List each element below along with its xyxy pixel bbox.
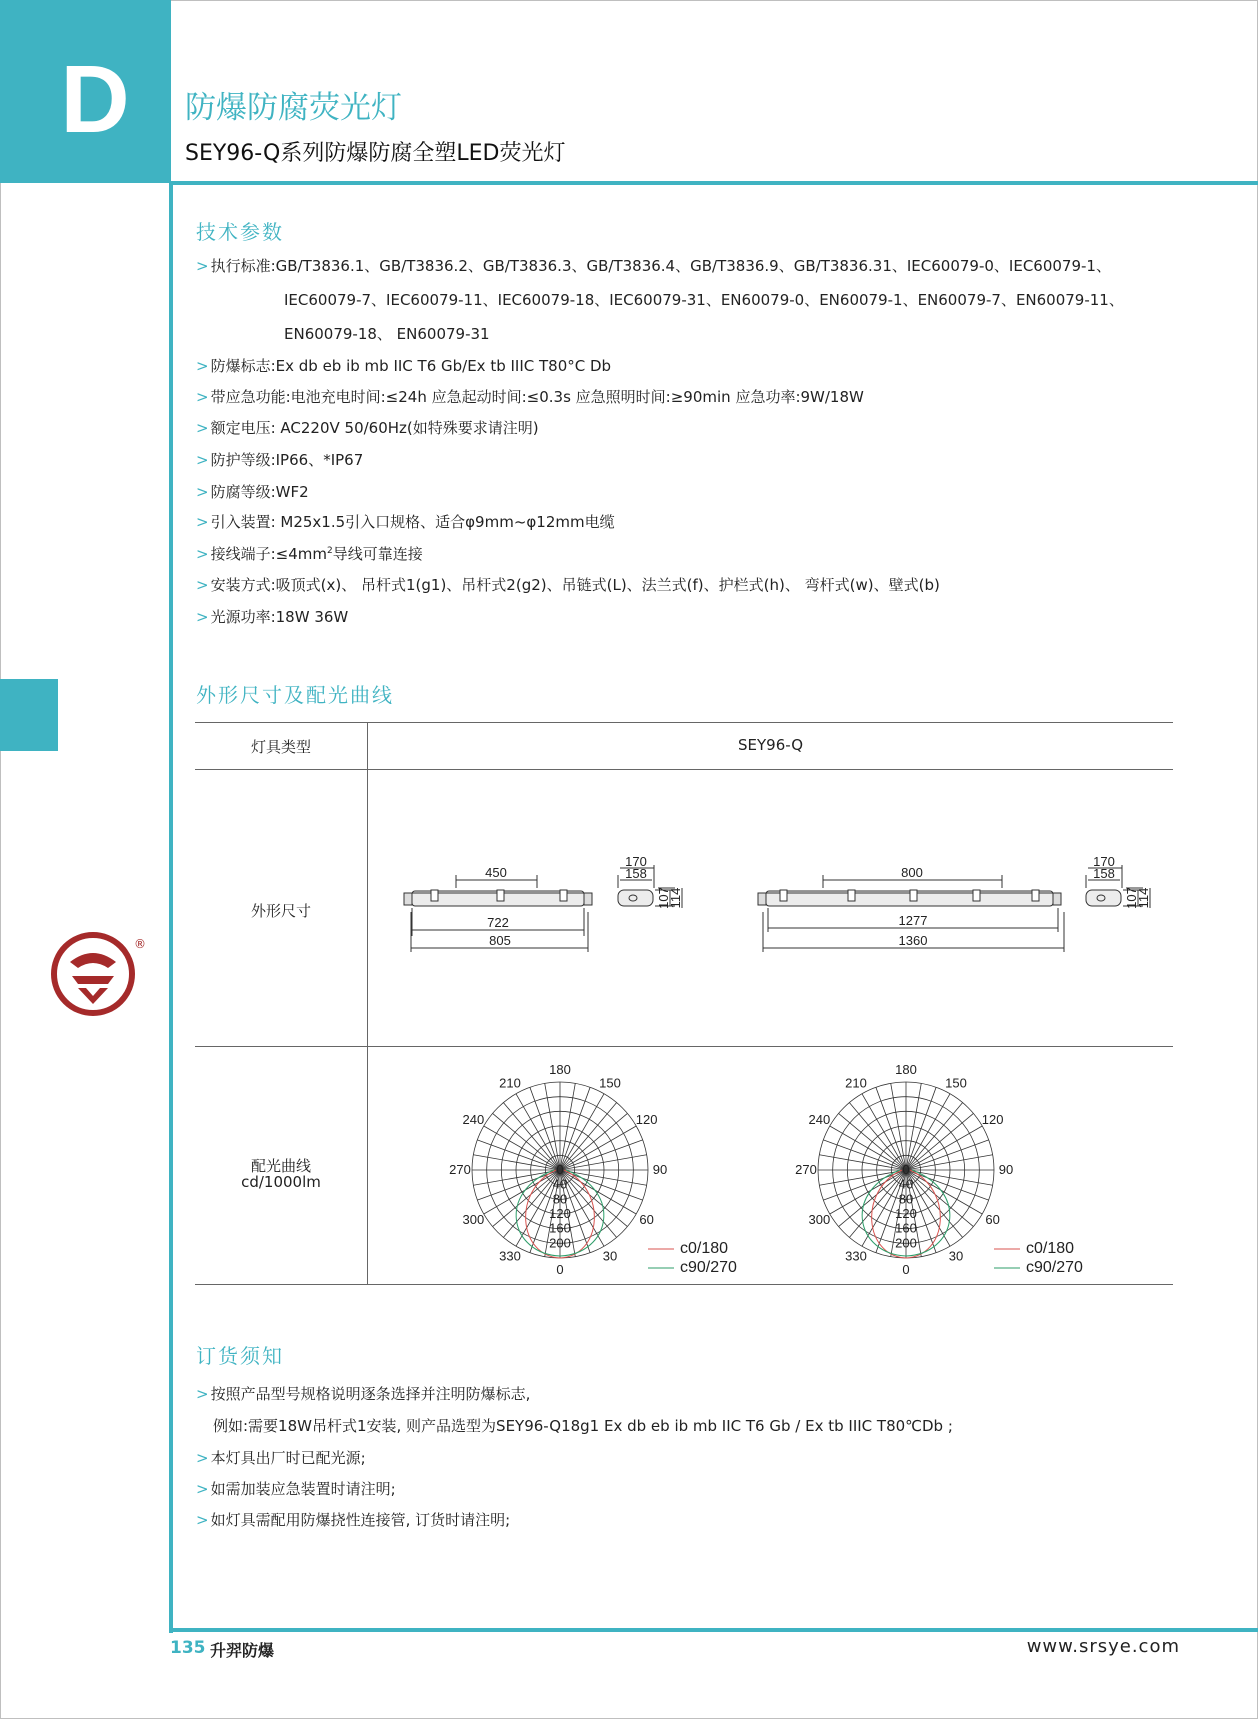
- dim-small-end-h2: 114: [668, 887, 683, 909]
- spec-standard: > 执行标准:GB/T3836.1、GB/T3836.2、GB/T3836.3、GB/T3836.4、GB/T3836.9、GB/T3836.31、IEC60079-0、IEC60079-1、: [196, 257, 1111, 275]
- polar-angle-label: 270: [449, 1162, 471, 1177]
- dim-small-top: 450: [485, 865, 507, 880]
- polar-angle-label: 300: [462, 1212, 485, 1227]
- polar-radial-label: 40: [552, 1176, 568, 1192]
- polar-angle-label: 60: [639, 1212, 654, 1227]
- polar-angle-label: 300: [808, 1212, 831, 1227]
- dimension-drawings: [370, 780, 1170, 960]
- polar-angle-label: 240: [462, 1112, 485, 1127]
- order-item-4: > 如灯具需配用防爆挠性连接管, 订货时请注明;: [196, 1511, 511, 1529]
- tech-heading: 技术参数: [196, 220, 284, 244]
- polar-angle-label: 150: [945, 1075, 967, 1091]
- page-number: 135: [170, 1638, 206, 1658]
- dim-small-end-w2: 158: [625, 866, 647, 881]
- polar-angle-label: 180: [895, 1062, 917, 1077]
- spec-voltage: > 额定电压: AC220V 50/60Hz(如特殊要求请注明): [196, 419, 539, 437]
- spec-ip: > 防护等级:IP66、*IP67: [196, 451, 364, 469]
- dim-large-end-h2: 114: [1136, 887, 1151, 909]
- polar-angle-label: 330: [845, 1248, 867, 1264]
- col-header-model: SEY96-Q: [737, 736, 804, 754]
- table-rule-bottom: [195, 1284, 1173, 1285]
- spec-standard-3: EN60079-18、 EN60079-31: [284, 325, 490, 343]
- section-letter: D: [60, 46, 130, 153]
- dim-small-inner: 722: [487, 915, 509, 930]
- spec-entry: > 引入装置: M25x1.5引入口规格、适合φ9mm~φ12mm电缆: [196, 513, 615, 531]
- polar-angle-label: 150: [599, 1075, 621, 1091]
- dim-large-outer: 1360: [898, 933, 928, 948]
- col-header-type: 灯具类型: [250, 738, 311, 756]
- left-rule: [169, 183, 173, 1633]
- polar-radial-label: 80: [898, 1191, 914, 1207]
- polar-angle-label: 30: [602, 1248, 618, 1264]
- polar-angle-label: 180: [549, 1062, 571, 1077]
- order-heading: 订货须知: [196, 1344, 284, 1368]
- footer-brand: 升羿防爆: [210, 1641, 275, 1660]
- polar-angle-label: 120: [635, 1112, 658, 1127]
- polar-angle-label: 90: [998, 1162, 1014, 1177]
- dim-small-end-w1: 170: [625, 854, 647, 869]
- polar-chart-2: [786, 1060, 1126, 1280]
- dim-large-end-h1: 107: [1124, 887, 1139, 909]
- legend-c0: c0/180: [680, 1240, 729, 1257]
- polar-radial-label: 200: [895, 1235, 917, 1251]
- spec-power: > 光源功率:18W 36W: [196, 608, 349, 626]
- footer-rule: [169, 1628, 1258, 1632]
- polar-radial-label: 160: [549, 1220, 571, 1236]
- row-label-curve: 配光曲线: [250, 1157, 311, 1175]
- page-subtitle: SEY96-Q系列防爆防腐全塑LED荧光灯: [185, 141, 566, 166]
- polar-angle-label: 210: [499, 1075, 521, 1091]
- polar-angle-label: 210: [845, 1075, 867, 1091]
- registered-mark: ®: [134, 937, 146, 951]
- polar-angle-label: 120: [981, 1112, 1004, 1127]
- legend-c90: c90/270: [680, 1259, 737, 1276]
- dim-large-end-w2: 158: [1093, 866, 1115, 881]
- footer-url: www.srsye.com: [1026, 1636, 1180, 1657]
- legend-c0: c0/180: [1026, 1240, 1075, 1257]
- polar-radial-label: 200: [549, 1235, 571, 1251]
- polar-angle-label: 30: [948, 1248, 964, 1264]
- table-col-divider: [367, 722, 368, 1284]
- polar-angle-label: 270: [795, 1162, 817, 1177]
- dim-large-top: 800: [901, 865, 923, 880]
- dims-heading: 外形尺寸及配光曲线: [196, 683, 394, 707]
- header-rule: [171, 181, 1258, 185]
- polar-radial-label: 120: [549, 1206, 571, 1221]
- side-tab: [0, 679, 58, 751]
- spec-standard-2: IEC60079-7、IEC60079-11、IEC60079-18、IEC60079-31、EN60079-0、EN60079-1、EN60079-7、EN60079-11、: [284, 291, 1124, 309]
- polar-angle-label: 90: [652, 1162, 668, 1177]
- spec-emergency: > 带应急功能:电池充电时间:≤24h 应急起动时间:≤0.3s 应急照明时间:≥90min 应急功率:9W/18W: [196, 388, 864, 406]
- polar-angle-label: 330: [499, 1248, 521, 1264]
- dim-large-inner: 1277: [898, 913, 928, 928]
- order-example: 例如:需要18W吊杆式1安装, 则产品选型为SEY96-Q18g1 Ex db eb ib mb IIC T6 Gb / Ex tb IIIC T80℃Db ;: [213, 1417, 953, 1435]
- polar-angle-label: 60: [985, 1212, 1000, 1227]
- polar-radial-label: 120: [895, 1206, 917, 1221]
- order-item-3: > 如需加装应急装置时请注明;: [196, 1480, 396, 1498]
- spec-mounting: > 安装方式:吸顶式(x)、 吊杆式1(g1)、吊杆式2(g2)、吊链式(L)、法兰式(f)、护栏式(h)、 弯杆式(w)、壁式(b): [196, 576, 940, 594]
- polar-angle-label: 0: [902, 1262, 910, 1277]
- spec-anticorrosion: > 防腐等级:WF2: [196, 483, 309, 501]
- legend-c90: c90/270: [1026, 1259, 1083, 1276]
- polar-radial-label: 0: [556, 1162, 564, 1177]
- order-item-2: > 本灯具出厂时已配光源;: [196, 1449, 366, 1467]
- polar-radial-label: 0: [902, 1162, 910, 1177]
- spec-terminal: > 接线端子$:\le 4mm^2$导线可靠连接: [196, 545, 423, 563]
- page-title: 防爆防腐荧光灯: [185, 90, 402, 126]
- polar-angle-label: 0: [556, 1262, 564, 1277]
- polar-chart-1: [440, 1060, 780, 1280]
- polar-radial-label: 80: [552, 1191, 568, 1207]
- table-rule-top: [195, 722, 1173, 723]
- brand-logo: [48, 932, 148, 1022]
- dim-small-end-h1: 107: [656, 887, 671, 909]
- dim-large-end-w1: 170: [1093, 854, 1115, 869]
- spec-ex-mark: > 防爆标志:Ex db eb ib mb IIC T6 Gb/Ex tb IIIC T80°C Db: [196, 357, 612, 375]
- polar-radial-label: 40: [898, 1176, 914, 1192]
- polar-angle-label: 240: [808, 1112, 831, 1127]
- row-label-curve-unit: cd/1000lm: [241, 1173, 321, 1191]
- polar-radial-label: 160: [895, 1220, 917, 1236]
- row-label-dimensions: 外形尺寸: [250, 902, 311, 920]
- order-item-1: > 按照产品型号规格说明逐条选择并注明防爆标志,: [196, 1385, 531, 1403]
- table-rule-header: [195, 769, 1173, 770]
- dim-small-outer: 805: [489, 933, 511, 948]
- table-rule-mid: [195, 1046, 1173, 1047]
